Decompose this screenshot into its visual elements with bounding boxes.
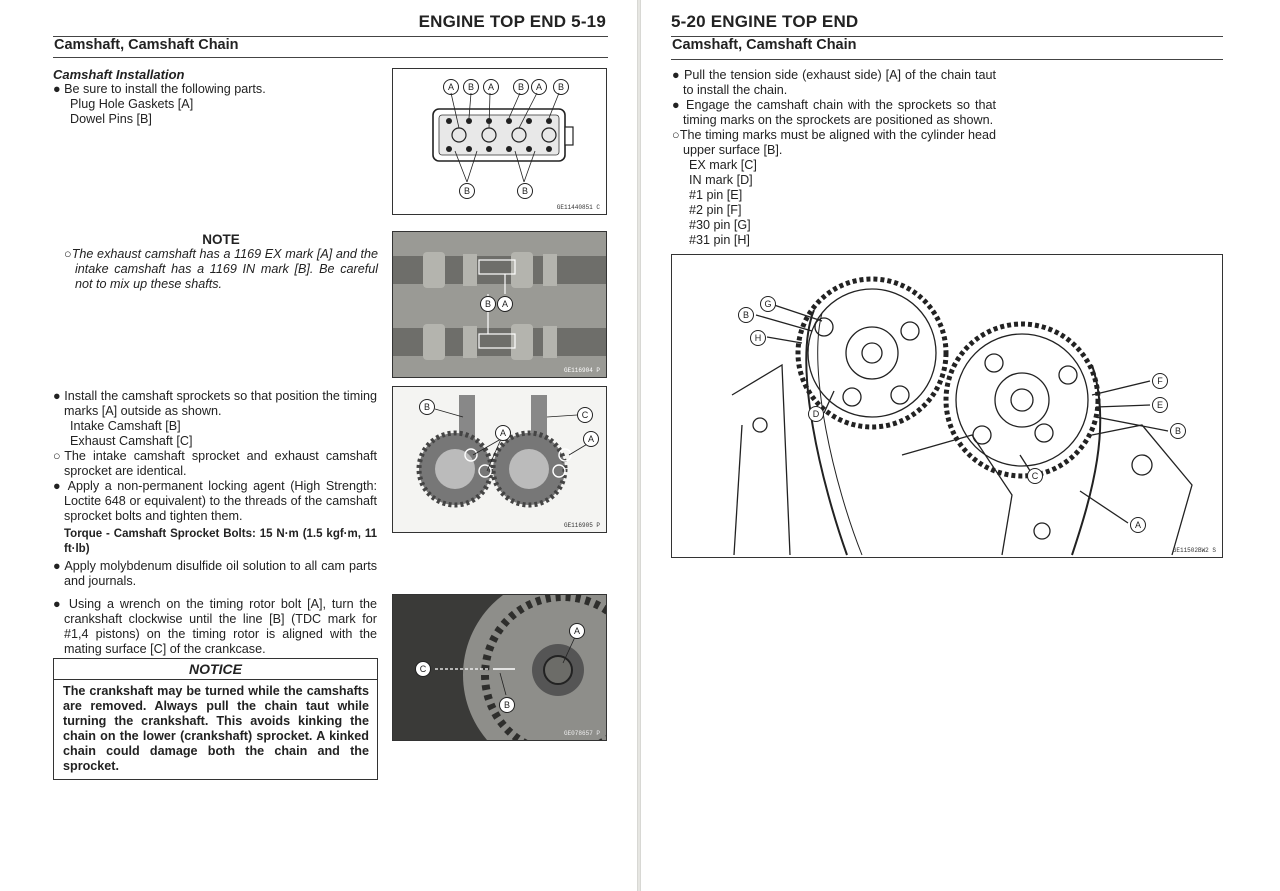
figure-code: GE116905 P xyxy=(563,522,600,529)
install-bullet: ● Be sure to install the following parts. xyxy=(53,82,266,96)
figure-code: GE116904 P xyxy=(563,367,600,374)
figure-cylinder-head xyxy=(392,68,607,215)
notice-box xyxy=(53,658,378,780)
section-rule xyxy=(671,59,1223,60)
cylinder-head-illustration xyxy=(393,69,606,214)
running-head: 5-20 ENGINE TOP END xyxy=(671,12,859,31)
sprocket-open-note: ○The intake camshaft sprocket and exhaust camshaft sprocket are identical. xyxy=(53,449,377,478)
sprocket-bullet: ● Install the camshaft sprockets so that position the timing marks [A] outside as shown. xyxy=(53,389,377,418)
mark-item: EX mark [C] xyxy=(689,158,757,172)
sprocket-item: Intake Camshaft [B] xyxy=(70,419,181,433)
mark-item: IN mark [D] xyxy=(689,173,753,187)
callout-label: B xyxy=(499,697,515,713)
sprocket-block xyxy=(53,389,377,589)
callout-label: B xyxy=(1170,423,1186,439)
callout-label: D xyxy=(808,406,824,422)
right-page xyxy=(641,0,1280,891)
callout-label: C xyxy=(1027,468,1043,484)
left-page xyxy=(0,0,638,891)
callout-label: A xyxy=(443,79,459,95)
mark-item: #1 pin [E] xyxy=(689,188,743,202)
section-title: Camshaft, Camshaft Chain xyxy=(672,37,857,53)
sprocket-bullet: ● Apply a non-permanent locking agent (High Strength: Loctite 648 or equivalent) to the threads of the camshaft sprocket bolts and tighten them. xyxy=(53,479,377,523)
running-head: ENGINE TOP END 5-19 xyxy=(418,12,606,31)
callout-label: C xyxy=(577,407,593,423)
notice-text: The crankshaft may be turned while the camshafts are removed. Always pull the chain taut while turning the crankshaft. This avoids kinking the chain on the lower (crankshaft) sprocket. A kinked chain could damage both the chain and the sprocket. xyxy=(63,684,369,773)
figure-code: GE11502BW2 S xyxy=(1172,547,1216,554)
callout-label: B xyxy=(419,399,435,415)
torque-spec: Torque - Camshaft Sprocket Bolts: 15 N·m (1.5 kgf·m, 11 ft·lb) xyxy=(64,528,377,555)
callout-label: A xyxy=(569,623,585,639)
note-block xyxy=(64,232,378,292)
wrench-bullet: ● Using a wrench on the timing rotor bolt [A], turn the crankshaft clockwise until the line [B] (TDC mark for #1,4 pistons) on the timing rotor is aligned with the mating surface [C] of the crankcase. xyxy=(53,597,377,656)
callout-label: B xyxy=(738,307,754,323)
chain-block xyxy=(672,68,996,248)
callout-label: B xyxy=(513,79,529,95)
figure-sprockets-photo xyxy=(392,386,607,533)
mark-item: #2 pin [F] xyxy=(689,203,742,217)
callout-label: B xyxy=(459,183,475,199)
figure-timing-rotor-photo xyxy=(392,594,607,741)
install-part: Plug Hole Gaskets [A] xyxy=(70,97,194,111)
figure-code: GE078657 P xyxy=(563,730,600,737)
notice-heading: NOTICE xyxy=(54,659,377,680)
install-part: Dowel Pins [B] xyxy=(70,112,152,126)
wrench-block xyxy=(53,597,377,657)
figure-cam-chain-diagram xyxy=(671,254,1223,558)
sprocket-item: Exhaust Camshaft [C] xyxy=(70,434,193,448)
section-rule xyxy=(53,57,608,58)
sprocket-bullet: ● Apply molybdenum disulfide oil solution to all cam parts and journals. xyxy=(53,559,377,588)
note-heading: NOTE xyxy=(202,232,240,247)
callout-label: H xyxy=(750,330,766,346)
callout-label: B xyxy=(553,79,569,95)
callout-label: A xyxy=(483,79,499,95)
callout-label: B xyxy=(517,183,533,199)
callout-label: B xyxy=(463,79,479,95)
callout-label: G xyxy=(760,296,776,312)
callout-label: C xyxy=(415,661,431,677)
chain-bullet: ● Engage the camshaft chain with the sprockets so that timing marks on the sprockets are positioned as shown. xyxy=(672,98,996,127)
figure-camshafts-photo xyxy=(392,231,607,378)
mark-item: #30 pin [G] xyxy=(689,218,751,232)
install-block xyxy=(53,67,373,127)
callout-label: F xyxy=(1152,373,1168,389)
mark-item: #31 pin [H] xyxy=(689,233,750,247)
figure-code: GE11440851 C xyxy=(556,204,600,211)
callout-label: A xyxy=(531,79,547,95)
callout-label: A xyxy=(495,425,511,441)
callout-label: B xyxy=(480,296,496,312)
callout-label: A xyxy=(1130,517,1146,533)
chain-open-note: ○The timing marks must be aligned with the cylinder head upper surface [B]. xyxy=(672,128,997,157)
callout-label: A xyxy=(583,431,599,447)
callout-label: E xyxy=(1152,397,1168,413)
install-subheading: Camshaft Installation xyxy=(53,67,185,82)
chain-bullet: ● Pull the tension side (exhaust side) [A] of the chain taut to install the chain. xyxy=(672,68,996,97)
note-text: ○The exhaust camshaft has a 1169 EX mark [A] and the intake camshaft has a 1169 IN mark [B]. Be careful not to mix up these shafts. xyxy=(64,247,378,291)
callout-label: A xyxy=(497,296,513,312)
cam-chain-illustration xyxy=(672,255,1222,557)
section-title: Camshaft, Camshaft Chain xyxy=(54,37,239,53)
